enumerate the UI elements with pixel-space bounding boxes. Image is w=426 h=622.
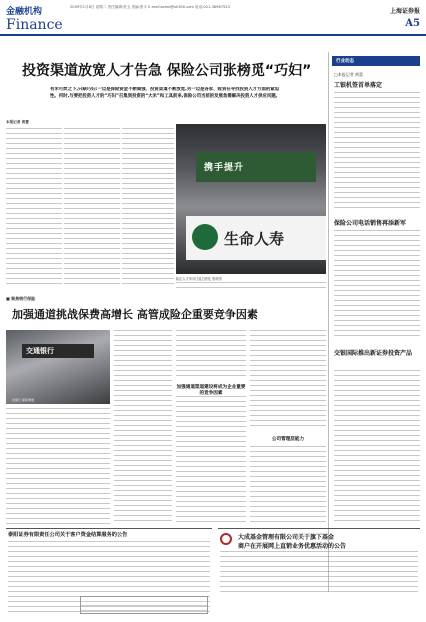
- right-item1-sub: □本报记者 黄蕾: [334, 72, 364, 77]
- photo-banner: 携手提升: [196, 152, 316, 182]
- photo-sign-text: 生命人寿: [224, 230, 285, 248]
- mid-section-head: ■ 聚焦银行保险: [6, 296, 36, 301]
- article-column-1: [6, 128, 62, 288]
- right-item3-body: [334, 370, 420, 522]
- page-header: [0, 0, 426, 46]
- article-photo: [176, 124, 326, 274]
- announcement-right: [218, 528, 420, 616]
- article-author: 本报记者 黄蕾: [6, 120, 29, 124]
- insurer-logo-icon: [192, 224, 218, 250]
- section-name-en: Finance: [6, 17, 63, 33]
- announcement-table: [80, 596, 208, 614]
- header-meta: 2009年1月6日 星期二 责任编辑:张玉 美编:张平 E-mail:some@sh300.com 电话:021-38967523: [70, 5, 230, 9]
- fund-company-logo-icon: [220, 533, 232, 545]
- mid-column-4b: [250, 446, 326, 524]
- article-column-3: [122, 128, 174, 288]
- announcement-right-body: [220, 551, 418, 595]
- right-item2-body: [334, 230, 420, 340]
- mid-column-3b: [176, 396, 246, 524]
- bank-photo: [6, 330, 110, 404]
- right-item3-title: 交银国际推出新证券投资产品: [334, 350, 413, 357]
- photo-caption: 险企人才争夺日趋白热化 资料图: [176, 277, 222, 281]
- right-column-header: 行业动态: [332, 56, 420, 66]
- header-rule: [0, 34, 426, 36]
- section-name-cn: 金融机构: [6, 7, 43, 17]
- lead-paragraph: 有米可炊之下,只缺巧妇:一边是保险资金不断做强、投资渠道不断放宽,另一边是各家、险资在寻找投资人才方面的紧迫性。何时,与要把投资人才的“巧妇”召集到投资的“大米”和工具前来,保险公司当前的发展急需解决投资人才供应问题。: [50, 87, 281, 99]
- right-item2-title: 保险公司电话销售再添新军: [334, 220, 407, 227]
- mid-column-1: [6, 408, 110, 524]
- table-row: [81, 606, 207, 611]
- article-column-under-photo: [176, 282, 326, 292]
- page-number: A5: [405, 18, 420, 29]
- announcement-right-title-2: 商户在开展网上直销业务优惠活动的公告: [238, 543, 347, 550]
- mid-column-3a: [176, 330, 246, 380]
- right-item1-body: [334, 92, 420, 212]
- mid-headline: 加强通道挑战保费高增长 高管成险企重要竞争因素: [12, 308, 258, 321]
- mid-column-4a: [250, 330, 326, 430]
- right-item1-title: 工银机签首单落定: [334, 82, 383, 89]
- mid-subhead-1: 加强通道渠道建设将成为企业重要的竞争因素: [176, 385, 246, 396]
- column-divider: [328, 52, 329, 592]
- bank-sign: 交通银行: [22, 344, 94, 358]
- announcement-right-title-1: 大成基金管理有限公司关于旗下基金: [238, 534, 335, 541]
- main-headline: 投资渠道放宽人才告急 保险公司张榜觅“巧妇”: [22, 63, 312, 79]
- article-column-2: [64, 128, 120, 288]
- newspaper-brand: 上海证券报: [389, 8, 420, 15]
- announcement-left-title: 泰阳证券有限责任公司关于客户资金结算服务的公告: [8, 532, 128, 538]
- mid-column-2: [114, 330, 172, 524]
- mid-subhead-2: 公司管理层能力: [271, 437, 305, 442]
- bank-photo-caption: 在银行 保险渠道: [12, 398, 34, 402]
- photo-sign: [186, 216, 326, 260]
